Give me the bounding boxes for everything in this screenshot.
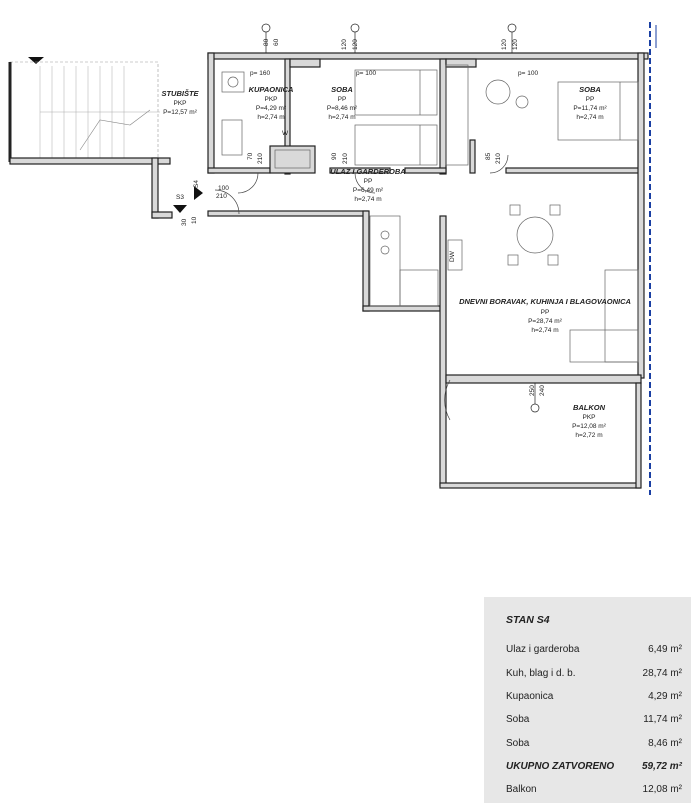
summary-row-value: 59,72 m² <box>641 761 682 772</box>
svg-text:P=28,74 m²: P=28,74 m² <box>528 318 562 325</box>
svg-text:90: 90 <box>331 152 338 160</box>
summary-row <box>506 738 682 756</box>
svg-text:h=2,74 m: h=2,74 m <box>576 114 604 121</box>
svg-text:120: 120 <box>352 39 359 50</box>
summary-row <box>506 784 682 802</box>
summary-row <box>506 644 682 662</box>
svg-text:W: W <box>282 130 289 137</box>
svg-text:210: 210 <box>342 153 349 164</box>
entry-arrow-icon <box>173 205 187 213</box>
svg-text:BALKON: BALKON <box>572 403 606 412</box>
svg-text:PKP: PKP <box>264 96 278 103</box>
svg-text:PP: PP <box>540 309 550 316</box>
svg-text:h=2,74 m: h=2,74 m <box>531 327 559 334</box>
svg-text:PKP: PKP <box>173 100 187 107</box>
svg-text:p= 160: p= 160 <box>250 70 271 77</box>
svg-text:KUPAONICA: KUPAONICA <box>248 85 294 94</box>
summary-row-value: 28,74 m² <box>642 668 682 679</box>
svg-text:120: 120 <box>501 39 508 50</box>
svg-text:h=2,74 m: h=2,74 m <box>354 196 382 203</box>
summary-row-value: 8,46 m² <box>648 738 682 749</box>
summary-total-row <box>506 761 682 779</box>
svg-text:PP: PP <box>363 178 373 185</box>
room-soba-1 <box>327 85 358 121</box>
svg-text:PKP: PKP <box>582 414 596 421</box>
window-markers <box>262 24 539 412</box>
summary-title: STAN S4 <box>506 614 550 626</box>
summary-row-label: Soba <box>506 714 530 725</box>
area-summary-panel <box>484 597 691 803</box>
svg-text:210: 210 <box>495 153 502 164</box>
svg-text:60: 60 <box>273 38 280 46</box>
svg-text:PP: PP <box>585 96 595 103</box>
svg-text:SOBA: SOBA <box>331 85 353 94</box>
room-ulaz <box>330 167 405 203</box>
summary-row-value: 11,74 m² <box>643 714 682 725</box>
staircase <box>10 62 160 162</box>
svg-text:SOBA: SOBA <box>579 85 601 94</box>
svg-text:30: 30 <box>181 218 188 226</box>
summary-row <box>506 714 682 732</box>
svg-text:P=8,46 m²: P=8,46 m² <box>326 105 358 112</box>
svg-text:p= 100: p= 100 <box>356 70 377 77</box>
svg-text:120: 120 <box>341 39 348 50</box>
svg-text:P=6,49 m²: P=6,49 m² <box>352 187 384 194</box>
summary-row-value: 4,29 m² <box>648 691 682 702</box>
svg-text:STUBIŠTE: STUBIŠTE <box>161 89 199 98</box>
svg-text:ULAZ I GARDEROBA: ULAZ I GARDEROBA <box>330 167 406 176</box>
svg-text:240: 240 <box>539 385 546 396</box>
room-stubiste <box>161 89 199 116</box>
svg-text:100: 100 <box>218 185 229 192</box>
svg-text:210: 210 <box>216 193 227 200</box>
svg-text:h=2,74 m: h=2,74 m <box>328 114 356 121</box>
svg-text:h=2,72 m: h=2,72 m <box>575 432 603 439</box>
summary-row-label: Soba <box>506 738 530 749</box>
svg-text:P=4,29 m²: P=4,29 m² <box>255 105 287 112</box>
s3-label: S3 <box>176 194 184 201</box>
svg-text:p= 100: p= 100 <box>518 70 539 77</box>
svg-text:h=2,74 m: h=2,74 m <box>257 114 285 121</box>
summary-row-value: 6,49 m² <box>648 644 682 655</box>
summary-row-label: UKUPNO ZATVORENO <box>506 761 615 772</box>
summary-row <box>506 691 682 709</box>
summary-row-label: Kuh, blag i d. b. <box>506 668 576 679</box>
svg-text:P=12,08 m²: P=12,08 m² <box>572 423 606 430</box>
svg-text:DNEVNI BORAVAK, KUHINJA I BLAG: DNEVNI BORAVAK, KUHINJA I BLAGOVAONICA <box>459 297 631 306</box>
svg-text:PP: PP <box>337 96 347 103</box>
summary-row-label: Kupaonica <box>506 691 554 702</box>
room-balkon <box>572 403 607 439</box>
svg-text:210: 210 <box>257 153 264 164</box>
entry-marker <box>173 180 203 213</box>
svg-text:85: 85 <box>485 152 492 160</box>
svg-text:80: 80 <box>263 38 270 46</box>
svg-text:P=11,74 m²: P=11,74 m² <box>573 105 607 112</box>
summary-row-label: Balkon <box>506 784 537 795</box>
svg-text:10: 10 <box>191 216 198 224</box>
room-soba-2 <box>573 85 607 121</box>
svg-text:DW: DW <box>449 251 456 262</box>
summary-row-value: 12,08 m² <box>642 784 682 795</box>
s4-label: S4 <box>193 180 200 188</box>
summary-row <box>506 668 682 686</box>
svg-text:70: 70 <box>247 152 254 160</box>
summary-row-label: Ulaz i garderoba <box>506 644 580 655</box>
svg-text:250: 250 <box>529 385 536 396</box>
svg-text:120: 120 <box>512 39 519 50</box>
svg-text:P=12,57 m²: P=12,57 m² <box>163 109 197 116</box>
level-marker-icon <box>28 57 44 64</box>
